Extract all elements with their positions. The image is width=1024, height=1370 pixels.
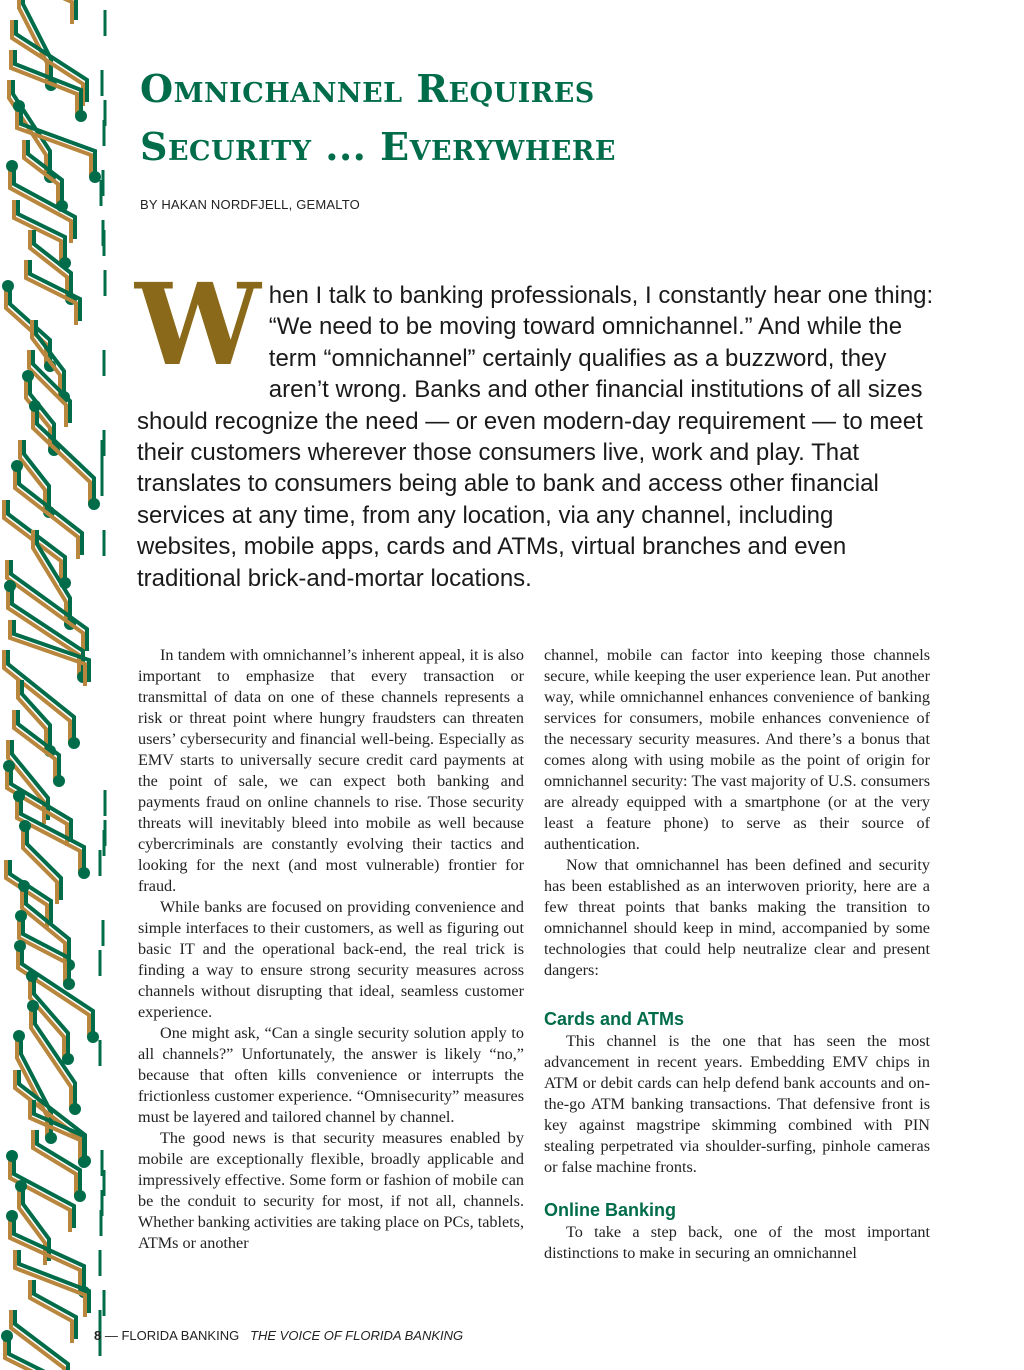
circuit-node <box>53 775 65 787</box>
circuit-node <box>89 171 101 183</box>
circuit-node <box>74 1190 86 1202</box>
circuit-node <box>6 160 18 172</box>
circuit-node <box>1 1330 13 1342</box>
page-number: 8 <box>94 1328 102 1343</box>
circuit-trace <box>33 410 90 504</box>
left-paragraph-1: In tandem with omnichannel’s inherent appeal, it is also important to emphasize that every transaction or transmittal of data on one of these channels represents a risk or threat point where hungry fraudsters can threaten users’ cybersecurity and financial well-being. Especially as EMV starts to universally secure credit card payments at the point of sale, we can expect both banking and payments fraud on online channels to rise. Those security threats will inevitably bleed into mobile as well because cybercriminals are constantly evolving their tactics and looking for the next (and most vulnerable) frontier for fraud. <box>138 646 524 895</box>
section-heading-online-banking: Online Banking <box>544 1200 677 1220</box>
circuit-node <box>13 1030 25 1042</box>
drop-cap: W <box>135 260 261 391</box>
right-paragraph-2: Now that omnichannel has been defined and security has been established as an interwoven priority, here are a few threat points that banks making the transition to omnichannel should keep in mind, accompanied by some technologies that could help neutralize clear and present dangers: <box>544 856 930 979</box>
circuit-node <box>2 280 14 292</box>
right-column <box>544 645 930 1264</box>
circuit-node <box>78 867 90 879</box>
circuit-node <box>6 1150 18 1162</box>
left-paragraph-3: One might ask, “Can a single security solution apply to all channels?” Unfortunately, the answer is likely “no,” because that often kills convenience or interrupts the frictionless customer experience. “Omnisecurity” measures must be layered and tailored channel by channel. <box>138 1024 524 1126</box>
circuit-node <box>27 1000 39 1012</box>
circuit-node <box>69 1103 81 1115</box>
circuit-node <box>3 760 15 772</box>
circuit-node <box>13 100 25 112</box>
circuit-node <box>18 880 30 892</box>
circuit-node <box>78 1156 90 1168</box>
circuit-node <box>13 790 25 802</box>
section-heading-cards-atms: Cards and ATMs <box>544 1009 685 1029</box>
circuit-border-decoration <box>0 0 112 1370</box>
article-title <box>140 60 840 176</box>
circuit-node <box>75 110 87 122</box>
circuit-node <box>68 737 80 749</box>
page-footer <box>94 1328 463 1343</box>
circuit-node <box>19 820 31 832</box>
left-paragraph-4: The good news is that security measures enabled by mobile are exceptionally flexible, broadly applicable and impressively effective. Some form or fashion of mobile can be the conduit to security for most, if not all, channels. Whether banking activities are taking place on PCs, tablets, ATMs or another <box>138 1129 524 1252</box>
publication-tagline: THE VOICE OF FLORIDA BANKING <box>250 1328 464 1343</box>
circuit-node <box>6 1210 18 1222</box>
circuit-node <box>15 910 27 922</box>
circuit-node <box>15 1180 27 1192</box>
left-paragraph-2: While banks are focused on providing convenience and simple interfaces to their customers, as well as figuring out basic IT and the operational back-end, the real trick is finding a way to ensure strong security measures across channels without disrupting that ideal, seamless customer experience. <box>138 898 524 1021</box>
circuit-node <box>63 978 75 990</box>
footer-separator: — <box>101 1328 122 1343</box>
left-column <box>138 645 524 1254</box>
circuit-node <box>11 460 23 472</box>
circuit-node <box>22 370 34 382</box>
right-paragraph-3: This channel is the one that has seen the most advancement in recent years. Embedding EMV chips in ATM or debit cards can help defend bank accounts and on-the-go ATM banking transactions. That defensive front is key against magstripe skimming combined with PIN stealing perpetrated via shoulder-surfing, pinhole cameras or false machine fronts. <box>544 1032 930 1176</box>
circuit-node <box>29 400 41 412</box>
intro-text: hen I talk to banking professionals, I constantly hear one thing: “We need to be moving toward omnichannel.” And while the term “omnichannel” certainly qualifies as a buzzword, they aren’t wrong. Banks and other financial institutions of all sizes should recognize the need — or even modern-day requirement — to meet their customers wherever those consumers live, work and play. That translates to consumers being able to bank and access other financial services at any time, from any location, via any channel, including websites, mobile apps, cards and ATMs, virtual branches and even traditional brick-and-mortar locations. <box>137 282 934 592</box>
circuit-node <box>87 1031 99 1043</box>
circuit-node <box>26 970 38 982</box>
publication-name: FLORIDA BANKING <box>121 1328 240 1343</box>
title-line-2: Security ... Everywhere <box>140 124 616 169</box>
right-paragraph-1: channel, mobile can factor into keeping those channels secure, while keeping the user experience lean. Put another way, while omnichannel enhances convenience of banking services for consumers, mobile enhances convenience of the necessary security measures. And there’s a bonus that comes along with using mobile as the point of origin for omnichannel security: The vast majority of U.S. consumers are already equipped with a smartphone (or at the very least a feature phone) to serve as their source of authentication. <box>544 646 930 853</box>
circuit-node <box>45 1132 57 1144</box>
right-paragraph-4: To take a step back, one of the most important distinctions to make in securing an omnichannel <box>544 1223 930 1262</box>
circuit-node <box>4 580 16 592</box>
intro-paragraph <box>135 260 937 594</box>
title-line-1: Omnichannel Requires <box>140 66 595 111</box>
circuit-node <box>88 498 100 510</box>
circuit-node <box>14 940 26 952</box>
byline: BY HAKAN NORDFJELL, GEMALTO <box>140 197 360 212</box>
